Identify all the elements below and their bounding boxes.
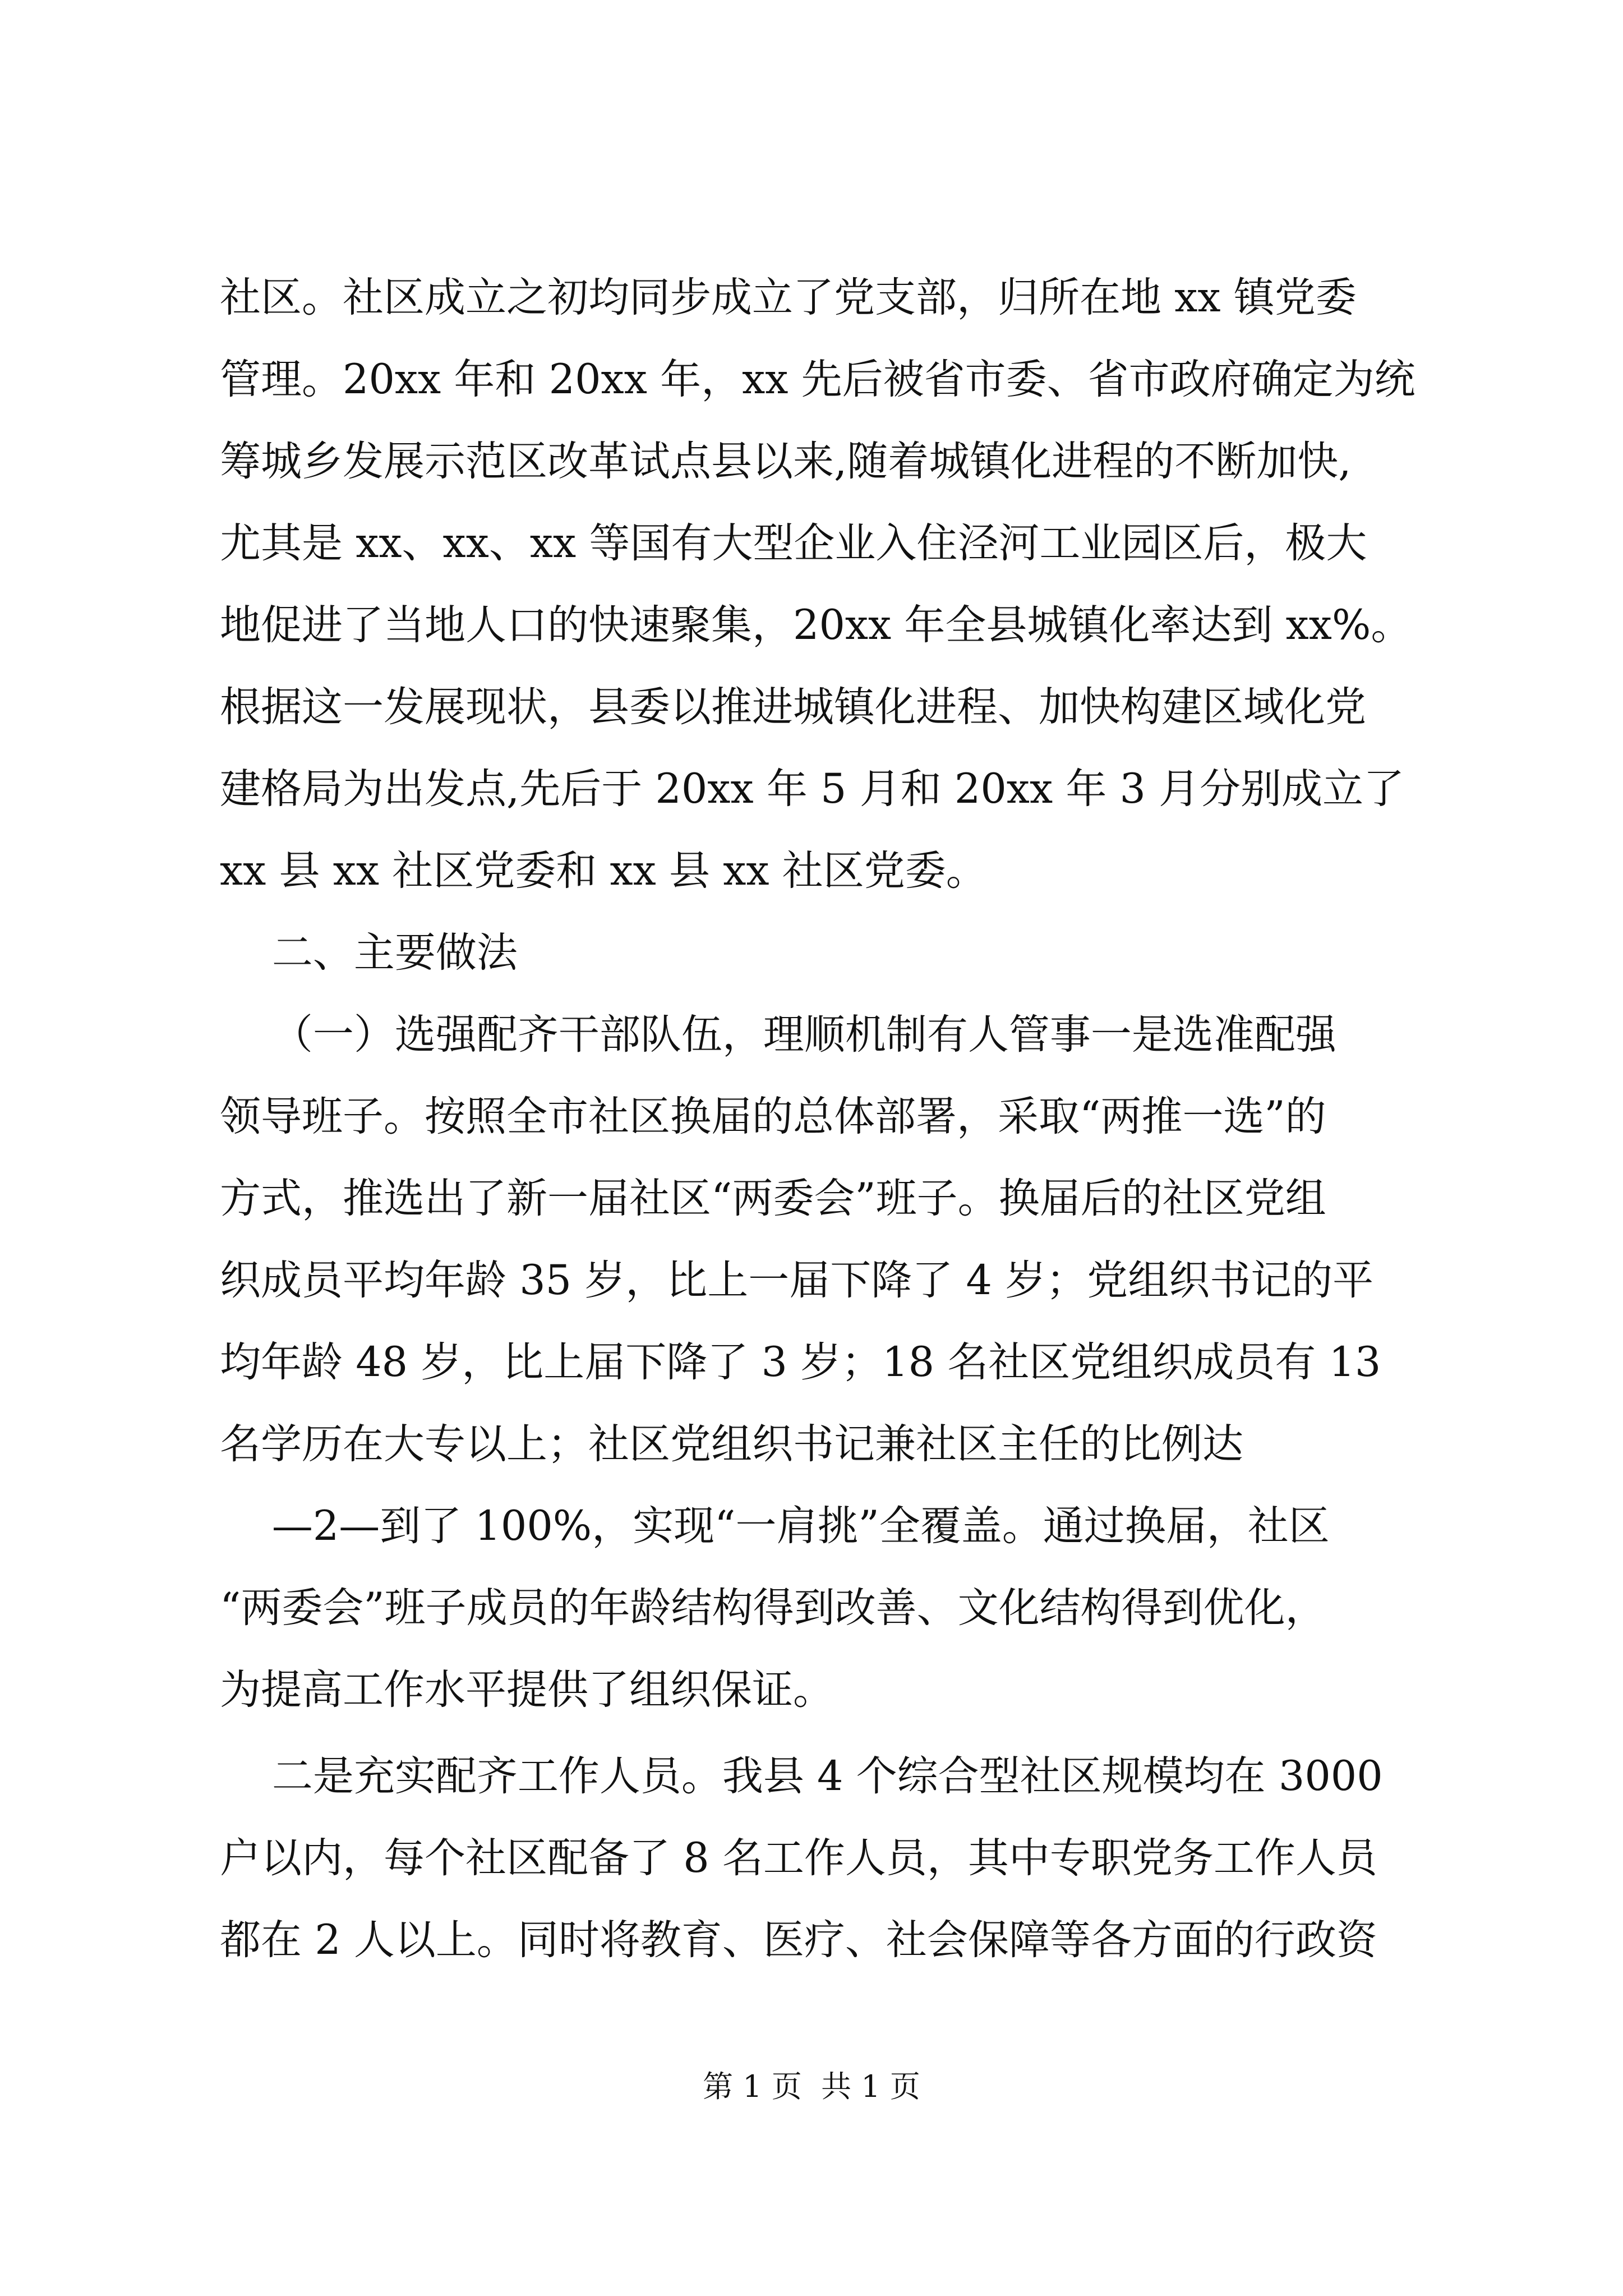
text-line: 名学历在大专以上；社区党组织书记兼社区主任的比例达 <box>220 1420 1243 1468</box>
text-line: 织成员平均年龄 35 岁，比上一届下降了 4 岁；党组织书记的平 <box>220 1257 1374 1304</box>
text-line: 地促进了当地人口的快速聚集，20xx 年全县城镇化率达到 xx%。 <box>220 601 1412 649</box>
text-line: 根据这一发展现状，县委以推进城镇化进程、加快构建区域化党 <box>220 683 1366 731</box>
text-line: 社区。社区成立之初均同步成立了党支部，归所在地 xx 镇党委 <box>220 274 1357 321</box>
text-line: 户以内，每个社区配备了 8 名工作人员，其中专职党务工作人员 <box>220 1834 1377 1882</box>
text-line: 筹城乡发展示范区改革试点县以来,随着城镇化进程的不断加快, <box>220 438 1352 485</box>
page-number-footer: 第 1 页 共 1 页 <box>703 2069 920 2104</box>
text-line: “两委会”班子成员的年龄结构得到改善、文化结构得到优化， <box>220 1584 1326 1632</box>
text-line: 建格局为出发点,先后于 20xx 年 5 月和 20xx 年 3 月分别成立了 <box>220 765 1405 813</box>
text-line: —2—到了 100%，实现“一肩挑”全覆盖。通过换届，社区 <box>220 1502 1330 1550</box>
document-body <box>220 257 1448 1981</box>
text-line: 二是充实配齐工作人员。我县 4 个综合型社区规模均在 3000 <box>220 1752 1383 1800</box>
text-line: 都在 2 人以上。同时将教育、医疗、社会保障等各方面的行政资 <box>220 1916 1377 1964</box>
text-line: 管理。20xx 年和 20xx 年，xx 先后被省市委、省市政府确定为统 <box>220 356 1415 403</box>
text-line: 尤其是 xx、xx、xx 等国有大型企业入住泾河工业园区后，极大 <box>220 519 1367 567</box>
text-line: （一）选强配齐干部队伍，理顺机制有人管事一是选准配强 <box>220 1011 1336 1059</box>
text-line: 方式，推选出了新一届社区“两委会”班子。换届后的社区党组 <box>220 1175 1326 1222</box>
section-heading: 二、主要做法 <box>220 929 518 977</box>
text-line: 为提高工作水平提供了组织保证。 <box>220 1666 834 1714</box>
text-line: xx 县 xx 社区党委和 xx 县 xx 社区党委。 <box>220 847 987 895</box>
text-line: 均年龄 48 岁，比上届下降了 3 岁；18 名社区党组织成员有 13 <box>220 1338 1381 1386</box>
text-line: 领导班子。按照全市社区换届的总体部署，采取“两推一选”的 <box>220 1093 1326 1140</box>
